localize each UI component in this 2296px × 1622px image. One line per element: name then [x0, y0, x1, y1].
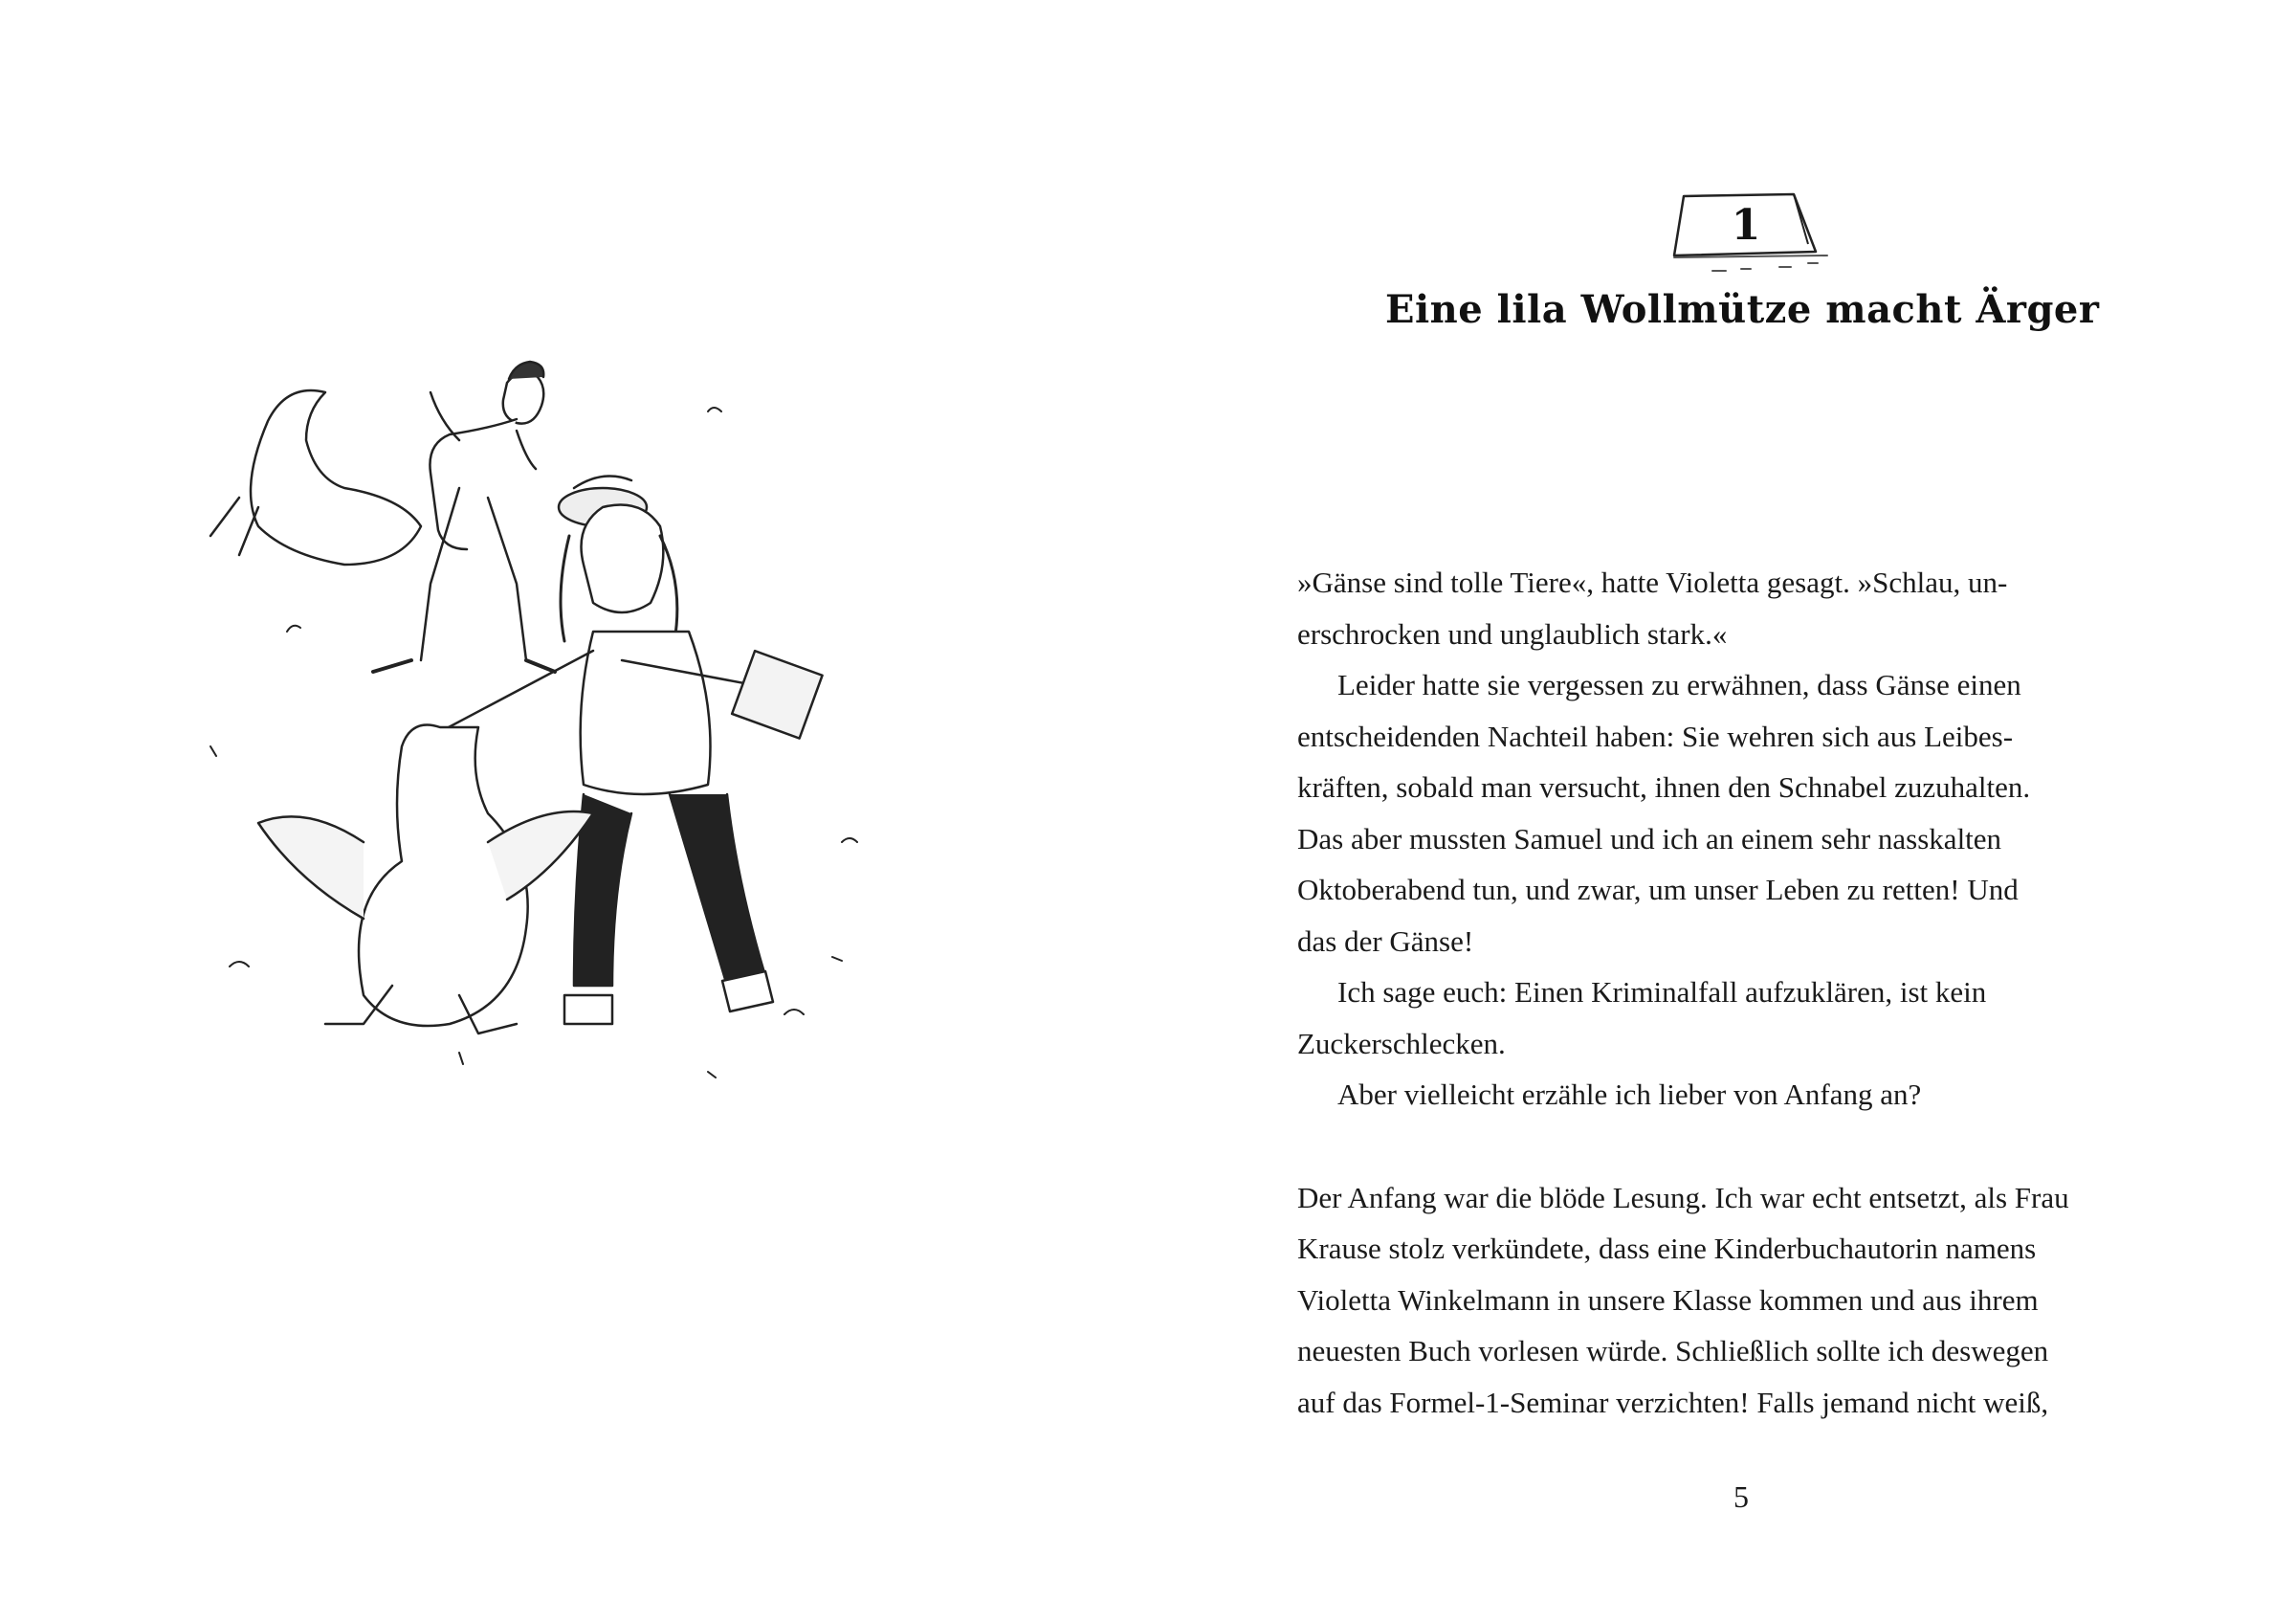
goose-top	[210, 390, 421, 565]
text-line: das der Gänse!	[1297, 923, 1474, 958]
right-page	[1148, 0, 2296, 1622]
text-line: Leider hatte sie vergessen zu erwähnen, dass Gänse einen	[1337, 668, 2021, 701]
text-line: Ich sage euch: Einen Kriminalfall aufzuklären, ist kein	[1337, 975, 1987, 1009]
text-line: Zuckerschlecken.	[1297, 1026, 1506, 1060]
goose-front	[258, 725, 593, 1034]
illustration-geese-chase	[172, 344, 1014, 1244]
text-line: Das aber mussten Samuel und ich an einem sehr nasskalten	[1297, 821, 2002, 855]
text-line: entscheidenden Nachteil haben: Sie wehren sich aus Leibes-	[1297, 719, 2014, 753]
text-line: Aber vielleicht erzähle ich lieber von Anfang an?	[1337, 1078, 1922, 1111]
text-line: erschrocken und unglaublich stark.«	[1297, 616, 1728, 651]
section-break	[1297, 1121, 2296, 1172]
text-line: kräften, sobald man versucht, ihnen den Schnabel zuzuhalten.	[1297, 770, 2031, 804]
page-number: 5	[1733, 1479, 1749, 1514]
text-line: neuesten Buch vorlesen würde. Schließlich sollte ich deswegen	[1297, 1334, 2049, 1367]
text-line: Violetta Winkelmann in unsere Klasse kommen und aus ihrem	[1297, 1282, 2039, 1317]
text-line: Krause stolz verkündete, dass eine Kinderbuchautorin namens	[1297, 1232, 2037, 1265]
text-line: Oktoberabend tun, und zwar, um unser Leben zu retten! Und	[1297, 873, 2019, 906]
text-line: Der Anfang war die blöde Lesung. Ich war echt entsetzt, als Frau	[1297, 1180, 2069, 1214]
text-line: auf das Formel-1-Seminar verzichten! Falls jemand nicht weiß,	[1297, 1385, 2049, 1419]
text-line: »Gänse sind tolle Tiere«, hatte Violetta gesagt. »Schlau, un-	[1297, 566, 2008, 599]
chapter-number: 1	[1731, 201, 1761, 250]
chapter-body-text	[1297, 557, 2296, 1428]
chapter-title: Eine lila Wollmütze macht Ärger	[1385, 287, 2100, 332]
